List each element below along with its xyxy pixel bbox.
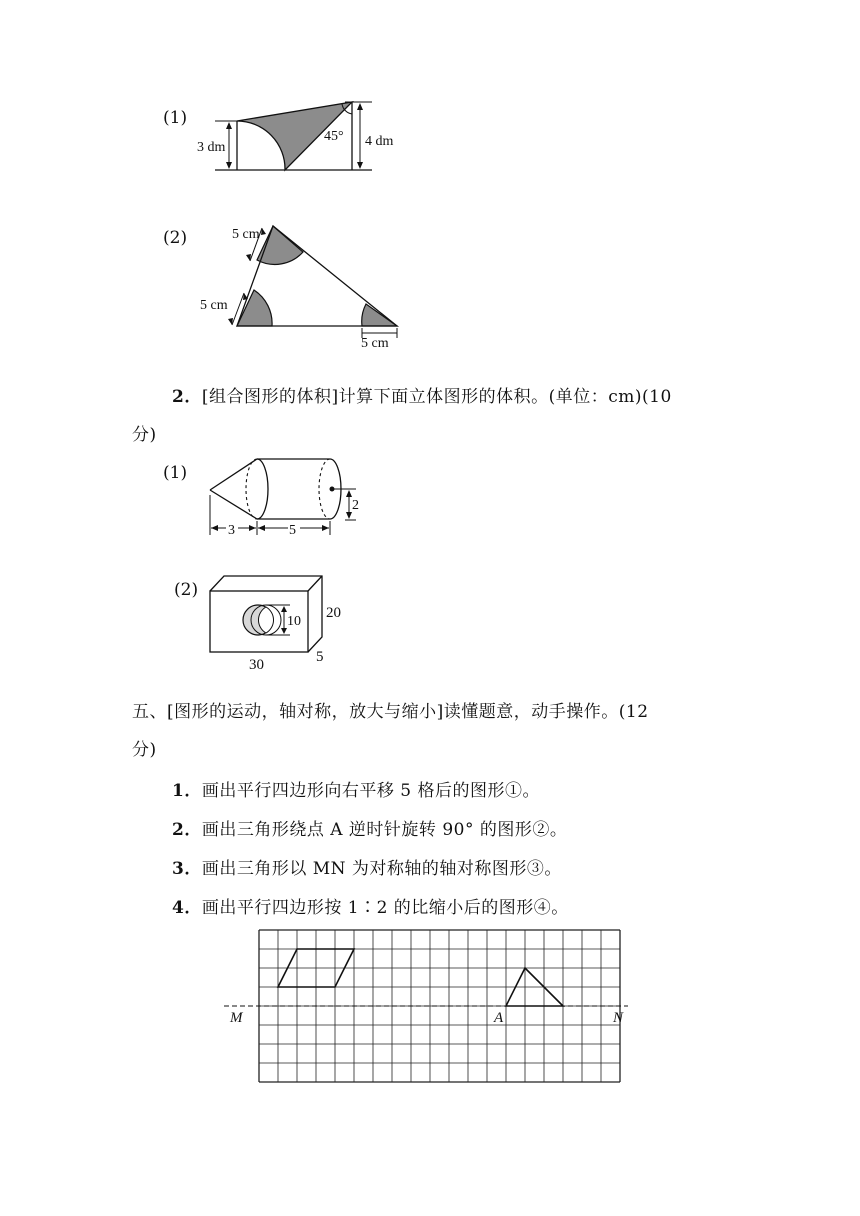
dim-height: 20 (326, 605, 341, 621)
dim-cylinder: 5 (289, 523, 296, 538)
solid-2-tag: (2) (174, 580, 199, 600)
part5-header-line2: 分) (132, 740, 157, 760)
dim-left: 3 dm (197, 140, 226, 155)
dim-cone: 3 (228, 523, 235, 538)
figure-2-tag: (2) (163, 228, 188, 248)
angle-label: 45° (324, 129, 344, 144)
dim-depth: 5 (316, 649, 324, 665)
task-2: 2．画出三角形绕点 A 逆时针旋转 90° 的图形②。 (172, 820, 568, 840)
task-4: 4．画出平行四边形按 1∶2 的比缩小后的图形④。 (172, 898, 569, 918)
label-bottom: 5 cm (361, 336, 389, 351)
label-a: A (494, 1010, 504, 1026)
question-2-line2: 分) (132, 425, 157, 445)
dim-radius: 2 (352, 498, 359, 513)
part5-header-line1: 五、[图形的运动，轴对称，放大与缩小]读懂题意，动手操作。(12 (132, 702, 649, 722)
label-m: M (230, 1010, 243, 1026)
dim-hole: 10 (287, 614, 301, 629)
label-top: 5 cm (232, 227, 260, 242)
label-n: N (613, 1010, 624, 1026)
dim-right: 4 dm (365, 134, 394, 149)
task-3: 3．画出三角形以 MN 为对称轴的轴对称图形③。 (172, 859, 562, 879)
question-2-number: 2． (172, 387, 202, 407)
figure-1-tag: (1) (163, 108, 188, 128)
label-left: 5 cm (200, 298, 228, 313)
task-1: 1．画出平行四边形向右平移 5 格后的图形①。 (172, 781, 540, 801)
solid-1-tag: (1) (163, 463, 188, 483)
question-2-text: [组合图形的体积]计算下面立体图形的体积。(单位：cm)(10 (201, 387, 672, 407)
dim-width: 30 (249, 657, 264, 673)
